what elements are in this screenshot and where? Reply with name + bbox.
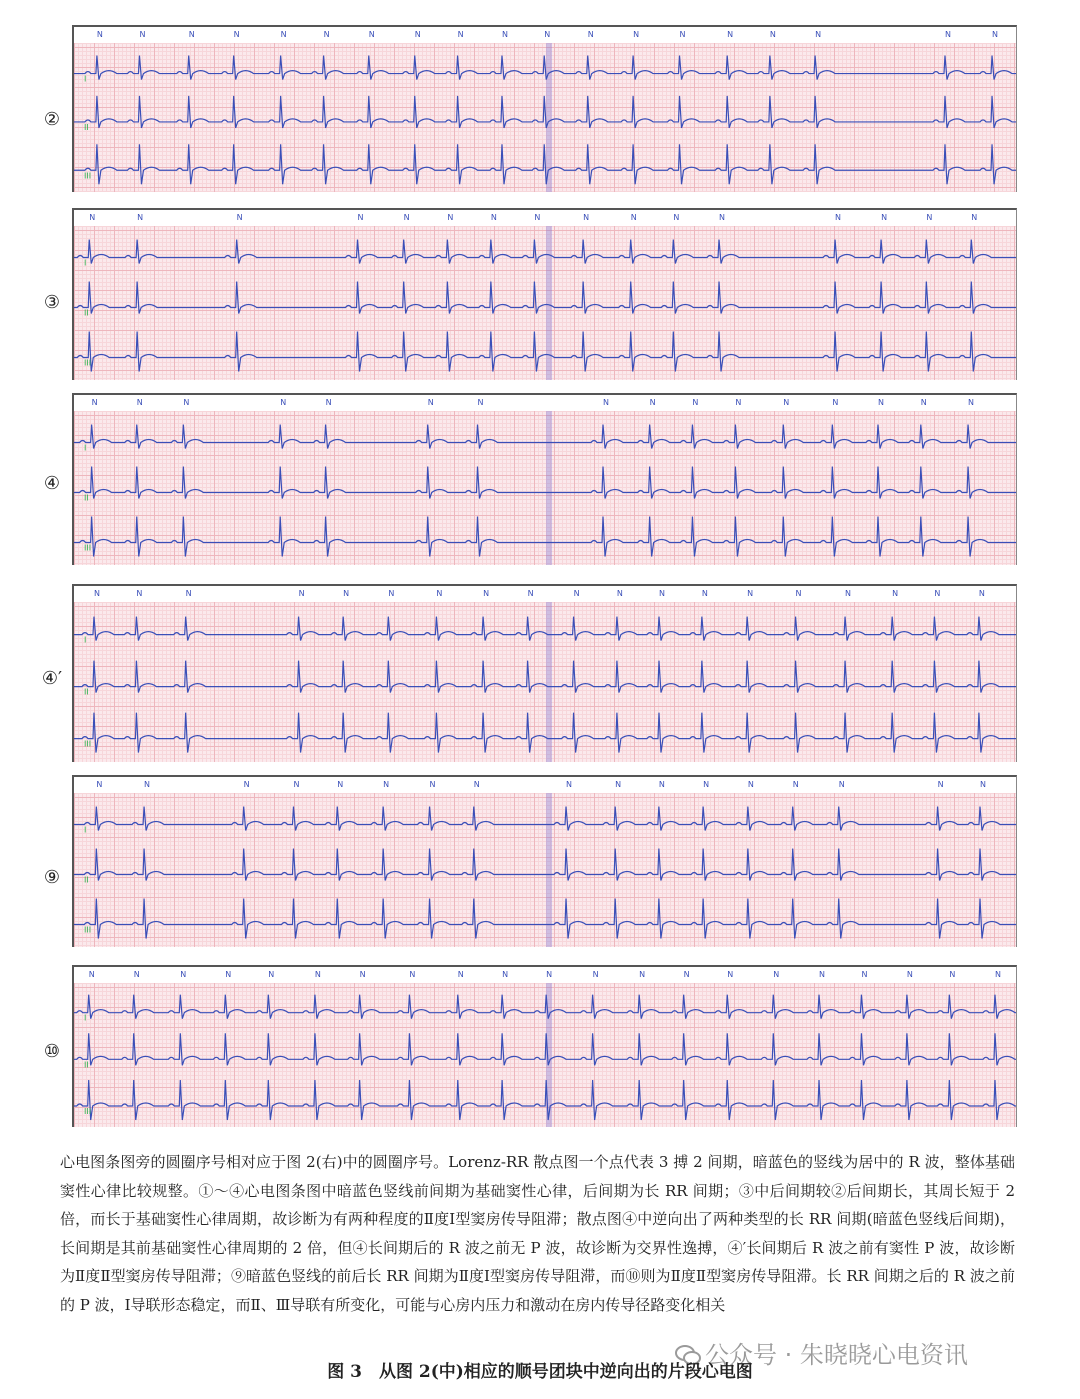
lead-label: I bbox=[84, 74, 87, 84]
beat-marker: N bbox=[573, 589, 580, 598]
beat-marker: N bbox=[323, 30, 330, 39]
beat-marker: N bbox=[978, 589, 985, 598]
beat-marker: N bbox=[727, 970, 734, 979]
beat-marker: N bbox=[926, 213, 933, 222]
ecg-trace-svg bbox=[74, 777, 1016, 947]
lead-label: II bbox=[84, 1060, 89, 1070]
lead-label: II bbox=[84, 308, 89, 318]
lead-label: I bbox=[84, 258, 87, 268]
lead-label: III bbox=[84, 925, 92, 935]
ecg-panel-3 bbox=[0, 208, 1080, 383]
ecg-panel-4 bbox=[0, 393, 1080, 568]
beat-marker: N bbox=[949, 970, 956, 979]
ecg-strip bbox=[72, 775, 1017, 947]
beat-marker: N bbox=[133, 970, 140, 979]
beat-marker: N bbox=[325, 398, 332, 407]
ecg-lead-trace bbox=[74, 332, 1016, 372]
beat-marker: N bbox=[457, 30, 464, 39]
lead-label: III bbox=[84, 543, 92, 553]
ecg-strip bbox=[72, 25, 1017, 192]
beat-marker: N bbox=[795, 589, 802, 598]
panel-label: ② bbox=[43, 109, 61, 130]
figure-caption: 心电图条图旁的圆圈序号相对应于图 2(右)中的圆圈序号。Lorenz-RR 散点图一个点代表 3 搏 2 间期，暗蓝色的竖线为居中的 R 波，整体基础窦性心律比较规整。①～④心电图条图中暗蓝色竖线前间期为基础窦性心律，后间期为长 RR 间期；③中后间期较②后间期长，其周长短于 2 倍，而长于基础窦性心律周期，故诊断为有两种程度的Ⅱ度Ⅰ型窦房传导阻滞；散点图④中逆向出了两种类型的长 RR 间期(暗蓝色竖线后间期)，长间期是其前基础窦性心律周期的 2 倍，但④长间期后的 R 波之前无 P 波，故诊断为交界性逸搏，④′长间期后 R 波之前有窦性 P 波，故诊断为Ⅱ度Ⅱ型窦房传导阻滞；⑨暗蓝色竖线的前后长 RR 间期为Ⅱ度Ⅰ型窦房传导阻滞，而⑩则为Ⅱ度Ⅱ型窦房传导阻滞。长 RR 间期之后的 R 波之前的 P 波，Ⅰ导联形态稳定，而Ⅱ、Ⅲ导联有所变化，可能与心房内压力和激动在房内传导径路变化相关 bbox=[60, 1153, 1015, 1314]
beat-marker: N bbox=[357, 213, 364, 222]
beat-marker: N bbox=[719, 213, 726, 222]
figure-title: 图 3 从图 2(中)相应的顺号团块中逆向出的片段心电图 bbox=[327, 1362, 753, 1382]
center-r-wave-marker bbox=[546, 226, 552, 380]
beat-marker: N bbox=[388, 589, 395, 598]
lead-label: II bbox=[84, 493, 89, 503]
beat-marker: N bbox=[630, 213, 637, 222]
beat-marker: N bbox=[144, 780, 151, 789]
beat-marker: N bbox=[979, 780, 986, 789]
beat-marker: N bbox=[436, 589, 443, 598]
beat-marker: N bbox=[838, 780, 845, 789]
beat-marker: N bbox=[236, 213, 243, 222]
beat-marker: N bbox=[185, 589, 192, 598]
ecg-strip bbox=[72, 393, 1017, 565]
beat-marker: N bbox=[692, 398, 699, 407]
beat-marker: N bbox=[427, 398, 434, 407]
beat-marker: N bbox=[747, 780, 754, 789]
beat-marker: N bbox=[633, 30, 640, 39]
ecg-lead-trace bbox=[74, 661, 1016, 693]
beat-marker: N bbox=[139, 30, 146, 39]
lead-label: I bbox=[84, 443, 87, 453]
ecg-lead-trace bbox=[74, 467, 1016, 499]
beat-marker: N bbox=[735, 398, 742, 407]
ecg-lead-trace bbox=[74, 807, 1016, 831]
beat-marker: N bbox=[881, 213, 888, 222]
ecg-lead-trace bbox=[74, 849, 1016, 881]
beat-marker: N bbox=[583, 213, 590, 222]
beat-marker: N bbox=[792, 780, 799, 789]
beat-marker: N bbox=[877, 398, 884, 407]
beat-marker: N bbox=[658, 589, 665, 598]
ecg-lead-trace bbox=[74, 1080, 1016, 1120]
panel-label: ④′ bbox=[41, 668, 63, 689]
beat-marker: N bbox=[343, 589, 350, 598]
beat-marker: N bbox=[91, 398, 98, 407]
beat-marker: N bbox=[815, 30, 822, 39]
ecg-lead-trace bbox=[74, 240, 1016, 264]
beat-marker: N bbox=[268, 970, 275, 979]
beat-marker: N bbox=[447, 213, 454, 222]
beat-marker: N bbox=[501, 30, 508, 39]
beat-marker: N bbox=[534, 213, 541, 222]
ecg-panel-10 bbox=[0, 965, 1080, 1130]
beat-marker: N bbox=[832, 398, 839, 407]
lead-label: II bbox=[84, 122, 89, 132]
beat-marker: N bbox=[96, 780, 103, 789]
lead-label: III bbox=[84, 739, 92, 749]
lead-label: III bbox=[84, 358, 92, 368]
beat-marker: N bbox=[414, 30, 421, 39]
beat-marker: N bbox=[96, 30, 103, 39]
beat-marker: N bbox=[188, 30, 195, 39]
ecg-trace-svg bbox=[74, 586, 1016, 762]
lead-label: I bbox=[84, 1013, 87, 1023]
beat-marker: N bbox=[225, 970, 232, 979]
beat-marker: N bbox=[293, 780, 300, 789]
beat-marker: N bbox=[587, 30, 594, 39]
beat-marker: N bbox=[280, 398, 287, 407]
ecg-lead-trace bbox=[74, 617, 1016, 641]
beat-marker: N bbox=[337, 780, 344, 789]
lead-label: III bbox=[84, 1107, 92, 1116]
ecg-strip bbox=[72, 584, 1017, 762]
beat-marker: N bbox=[937, 780, 944, 789]
beat-marker: N bbox=[747, 589, 754, 598]
ecg-panel-2 bbox=[0, 25, 1080, 195]
beat-marker: N bbox=[88, 970, 95, 979]
beat-marker: N bbox=[243, 780, 250, 789]
ecg-lead-trace bbox=[74, 995, 1016, 1019]
beat-marker: N bbox=[368, 30, 375, 39]
ecg-lead-trace bbox=[74, 282, 1016, 314]
beat-marker: N bbox=[616, 589, 623, 598]
beat-marker: N bbox=[280, 30, 287, 39]
beat-marker: N bbox=[934, 589, 941, 598]
beat-marker: N bbox=[892, 589, 899, 598]
ecg-lead-trace bbox=[74, 899, 1016, 939]
ecg-trace-svg bbox=[74, 967, 1016, 1127]
beat-marker: N bbox=[403, 213, 410, 222]
beat-marker: N bbox=[483, 589, 490, 598]
ecg-trace-svg bbox=[74, 27, 1016, 192]
ecg-lead-trace bbox=[74, 1033, 1016, 1065]
beat-marker: N bbox=[701, 589, 708, 598]
beat-marker: N bbox=[968, 398, 975, 407]
ecg-panel-4prime bbox=[0, 584, 1080, 764]
ecg-strip bbox=[72, 208, 1017, 380]
beat-marker: N bbox=[906, 970, 913, 979]
beat-marker: N bbox=[592, 970, 599, 979]
beat-marker: N bbox=[615, 780, 622, 789]
beat-marker: N bbox=[971, 213, 978, 222]
beat-marker: N bbox=[679, 30, 686, 39]
watermark-text: 公众号 · 朱晓晓心电资讯 bbox=[705, 1341, 968, 1369]
panel-label: ④ bbox=[43, 473, 61, 494]
lead-label: II bbox=[84, 687, 89, 697]
beat-marker: N bbox=[845, 589, 852, 598]
lead-label: I bbox=[84, 825, 87, 835]
beat-marker: N bbox=[546, 970, 553, 979]
beat-marker: N bbox=[137, 213, 144, 222]
beat-marker: N bbox=[992, 30, 999, 39]
ecg-lead-trace bbox=[74, 144, 1016, 184]
beat-marker: N bbox=[819, 970, 825, 979]
beat-marker: N bbox=[769, 30, 776, 39]
beat-marker: N bbox=[183, 398, 190, 407]
beat-marker: N bbox=[683, 970, 690, 979]
beat-marker: N bbox=[233, 30, 240, 39]
beat-marker: N bbox=[383, 780, 390, 789]
beat-marker: N bbox=[136, 398, 143, 407]
beat-marker: N bbox=[773, 970, 780, 979]
panel-label: ⑩ bbox=[43, 1041, 61, 1062]
beat-marker: N bbox=[136, 589, 143, 598]
beat-marker: N bbox=[409, 970, 416, 979]
panel-label: ⑨ bbox=[43, 867, 61, 888]
beat-marker: N bbox=[544, 30, 551, 39]
ecg-trace-svg bbox=[74, 395, 1016, 565]
ecg-lead-trace bbox=[74, 713, 1016, 753]
beat-marker: N bbox=[298, 589, 305, 598]
beat-marker: N bbox=[603, 398, 609, 407]
beat-marker: N bbox=[490, 213, 497, 222]
ecg-panel-9 bbox=[0, 775, 1080, 950]
beat-marker: N bbox=[477, 398, 484, 407]
beat-marker: N bbox=[727, 30, 734, 39]
beat-marker: N bbox=[861, 970, 868, 979]
beat-marker: N bbox=[920, 398, 927, 407]
ecg-lead-trace bbox=[74, 56, 1016, 80]
lead-label: I bbox=[84, 635, 87, 645]
beat-marker: N bbox=[457, 970, 464, 979]
ecg-strip bbox=[72, 965, 1017, 1127]
beat-marker: N bbox=[93, 589, 100, 598]
ecg-lead-trace bbox=[74, 96, 1016, 128]
beat-marker: N bbox=[944, 30, 951, 39]
ecg-lead-trace bbox=[74, 517, 1016, 557]
beat-marker: N bbox=[703, 780, 710, 789]
beat-marker: N bbox=[783, 398, 790, 407]
beat-marker: N bbox=[673, 213, 680, 222]
beat-marker: N bbox=[89, 213, 96, 222]
beat-marker: N bbox=[566, 780, 572, 789]
beat-marker: N bbox=[180, 970, 187, 979]
beat-marker: N bbox=[429, 780, 436, 789]
beat-marker: N bbox=[473, 780, 480, 789]
beat-marker: N bbox=[835, 213, 842, 222]
lead-label: II bbox=[84, 875, 89, 885]
beat-marker: N bbox=[527, 589, 534, 598]
lead-label: III bbox=[84, 171, 92, 181]
panel-label: ③ bbox=[43, 292, 61, 313]
beat-marker: N bbox=[314, 970, 321, 979]
beat-marker: N bbox=[639, 970, 646, 979]
ecg-lead-trace bbox=[74, 425, 1016, 449]
ecg-trace-svg bbox=[74, 210, 1016, 380]
beat-marker: N bbox=[502, 970, 509, 979]
beat-marker: N bbox=[658, 780, 665, 789]
beat-marker: N bbox=[649, 398, 656, 407]
beat-marker: N bbox=[994, 970, 1001, 979]
beat-marker: N bbox=[359, 970, 366, 979]
